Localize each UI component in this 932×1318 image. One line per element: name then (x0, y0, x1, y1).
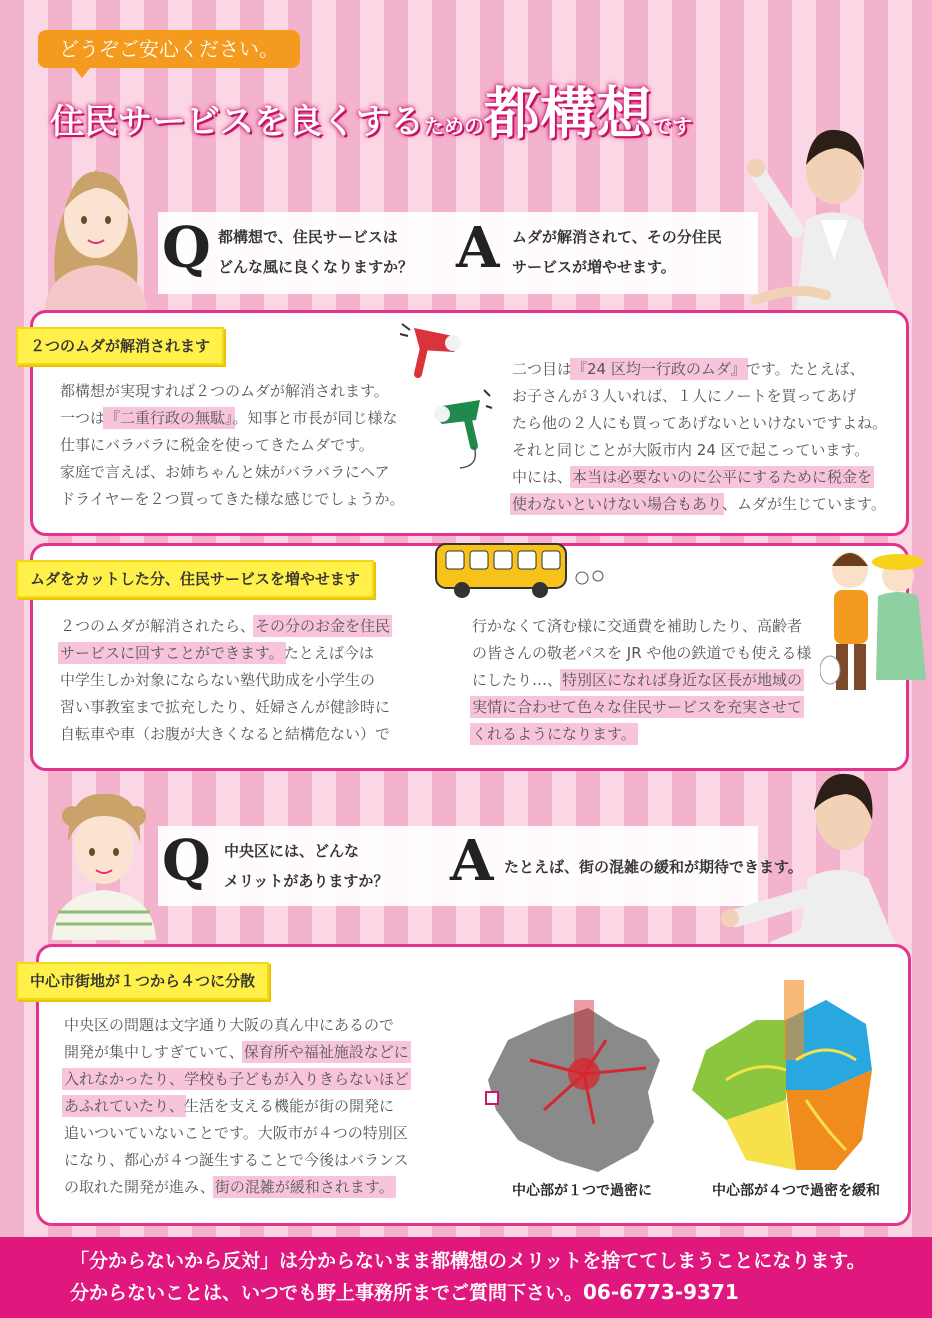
tagline-text: どうぞご安心ください。 (59, 37, 279, 61)
section-2-label: ムダをカットした分、住民サービスを増やせます (16, 560, 374, 598)
s3-line7 (64, 1174, 424, 1201)
s3-line4-b: 生活を支える機能が街の開発に (184, 1097, 395, 1115)
s3-line3 (64, 1066, 424, 1093)
answer-1-line1: ムダが解消されて、その分住民 (512, 228, 722, 246)
s2-left-line4: 習い事教室まで拡充したり、妊婦さんが健診時に (60, 698, 391, 716)
s1-right-line3: たら他の２人にも買ってあげないといけないですよね。 (512, 414, 888, 432)
s3-line7-a: の取れた開発が進み、 (64, 1178, 215, 1196)
footer-line-2-text: 分からないことは、いつでも野上事務所までご質問下さい。 (70, 1282, 584, 1304)
s1-right-line2: お子さんが３人いれば、１人にノートを買ってあげ (512, 387, 857, 405)
woman-illustration-1 (36, 140, 156, 315)
map-2-caption: 中心部が４つで過密を緩和 (712, 1183, 880, 1199)
s1-left-line2 (60, 405, 430, 432)
osaka-map-four-centers (686, 980, 886, 1180)
a-letter-1: A (456, 215, 500, 281)
footer-phone-number[interactable]: 06-6773-9371 (583, 1280, 739, 1304)
s2-right-line5 (472, 721, 822, 748)
page-headline (50, 70, 692, 150)
s2-left-line2 (60, 640, 430, 667)
question-2 (224, 836, 388, 896)
s3-highlight-4: 街の混雑が緩和されます。 (214, 1178, 394, 1196)
s1-left-line2-a: 一つは (60, 409, 106, 427)
s1-highlight-double-admin: 『二重行政の無駄』 (105, 409, 233, 427)
a-letter-2: A (450, 828, 494, 894)
s2-left-line2-b: たとえば今は (283, 644, 374, 662)
s2-left-line3: 中学生しか対象にならない塾代助成を小学生の (60, 671, 376, 689)
s1-right-line1 (512, 356, 892, 383)
s1-highlight-24ward: 『24 区均一行政のムダ』 (572, 360, 746, 378)
answer-2-line1: たとえば、街の混雑の緩和が期待できます。 (504, 858, 803, 876)
s3-line1: 中央区の問題は文字通り大阪の真ん中にあるので (64, 1016, 395, 1034)
s3-line2-a: 開発が集中しすぎていて、 (64, 1043, 244, 1061)
footer-line-1: 「分からないから反対」は分からないまま都構想のメリットを捨ててしまうことになります。 (70, 1250, 866, 1272)
question-2-line1: 中央区には、どんな (224, 842, 360, 860)
s3-line6: になり、都心が４つ誕生することで今後はバランス (64, 1151, 409, 1169)
answer-1-line2: サービスが増やせます。 (512, 258, 676, 276)
s2-right-line1: 行かなくて済む様に交通費を補助したり、高齢者 (472, 617, 803, 635)
s1-left-line1: 都構想が実現すれば２つのムダが解消されます。 (60, 382, 389, 400)
section-2-right-text (472, 613, 822, 748)
s1-right-line1-b: です。たとえば、 (745, 360, 865, 378)
headline-part4: です (652, 114, 692, 138)
s2-right-line3-a: にしたり…、 (472, 671, 563, 689)
section-2-left-text (60, 613, 430, 748)
s2-left-line1-a: ２つのムダが解消されたら、 (60, 617, 256, 635)
s1-right-line5 (512, 464, 892, 491)
presenter-photo-2 (716, 758, 916, 968)
s3-highlight-1: 保育所や福祉施設などに (243, 1043, 409, 1061)
s2-highlight-ward-3: くれるようになります。 (472, 725, 636, 743)
s1-right-line5-a: 中には、 (512, 468, 573, 486)
woman-illustration-2 (48, 782, 160, 940)
couple-illustration (820, 540, 930, 700)
osaka-map-single-center (478, 1000, 668, 1178)
s2-left-line5: 自転車や車（お腹が大きくなると結構危ない）で (60, 725, 391, 743)
s1-left-line5: ドライヤーを２つ買ってきた様な感じでしょうか。 (60, 490, 405, 508)
answer-1 (512, 222, 722, 282)
question-1-line2: どんな風に良くなりますか？ (218, 258, 414, 276)
footer-line-2 (70, 1278, 739, 1305)
tagline-bubble (38, 30, 300, 68)
s3-line4 (64, 1093, 424, 1120)
map-1-caption: 中心部が１つで過密に (512, 1183, 652, 1199)
headline-part1: 住民サービスを良くする (50, 102, 424, 142)
bus-icon (432, 538, 636, 602)
s2-highlight-money-2: サービスに回すことができます。 (60, 644, 284, 662)
section-1-label: ２つのムダが解消されます (16, 327, 224, 365)
s3-highlight-2: 入れなかったり、学校も子どもが入りきらないほど (64, 1070, 410, 1088)
q-letter-1: Q (162, 215, 211, 281)
section-3-label: 中心市街地が１つから４つに分散 (16, 962, 269, 1000)
question-2-line2: メリットがありますか？ (224, 872, 389, 890)
q-letter-2: Q (162, 828, 211, 894)
s1-left-line4: 家庭で言えば、お姉ちゃんと妹がバラバラにヘア (60, 463, 390, 481)
s2-highlight-ward-2: 実情に合わせて色々な住民サービスを充実させて (472, 698, 803, 716)
s1-highlight-tax-2: 使わないといけない場合もあり (512, 495, 723, 513)
s2-right-line4 (472, 694, 822, 721)
s2-right-line3 (472, 667, 822, 694)
s1-right-line4: それと同じことが大阪市内 24 区で起こっています。 (512, 441, 870, 459)
s3-highlight-3: あふれていたり、 (64, 1097, 185, 1115)
headline-part3: 都構想 (484, 82, 652, 147)
s2-left-line1 (60, 613, 430, 640)
s3-line5: 追いついていないことです。大阪市が４つの特別区 (64, 1124, 408, 1142)
hair-dryer-red-icon (398, 318, 464, 378)
s2-highlight-ward-1: 特別区になれば身近な区長が地域の (562, 671, 803, 689)
section-1-right-text (512, 356, 892, 518)
question-1 (218, 222, 413, 282)
s2-right-line2: の皆さんの敬老パスを JR や他の鉄道でも使える様 (472, 644, 812, 662)
section-1-left-text (60, 378, 430, 513)
s3-line2 (64, 1039, 424, 1066)
section-3-text (64, 1012, 424, 1201)
s1-highlight-tax-1: 本当は必要ないのに公平にするために税金を (572, 468, 873, 486)
hair-dryer-green-icon (420, 386, 494, 472)
s2-highlight-money-1: その分のお金を住民 (255, 617, 391, 635)
s1-right-line1-a: 二つ目は (512, 360, 573, 378)
s1-left-line3: 仕事にバラバラに税金を使ってきたムダです。 (60, 436, 374, 454)
presenter-photo-1 (736, 110, 912, 310)
s1-right-line6-b: 、ムダが生じています。 (722, 495, 886, 513)
s1-right-line6 (512, 491, 892, 518)
question-1-line1: 都構想で、住民サービスは (218, 228, 398, 246)
headline-part2: ための (424, 114, 484, 138)
s1-left-line2-b: 。知事と市長が同じ様な (232, 409, 398, 427)
